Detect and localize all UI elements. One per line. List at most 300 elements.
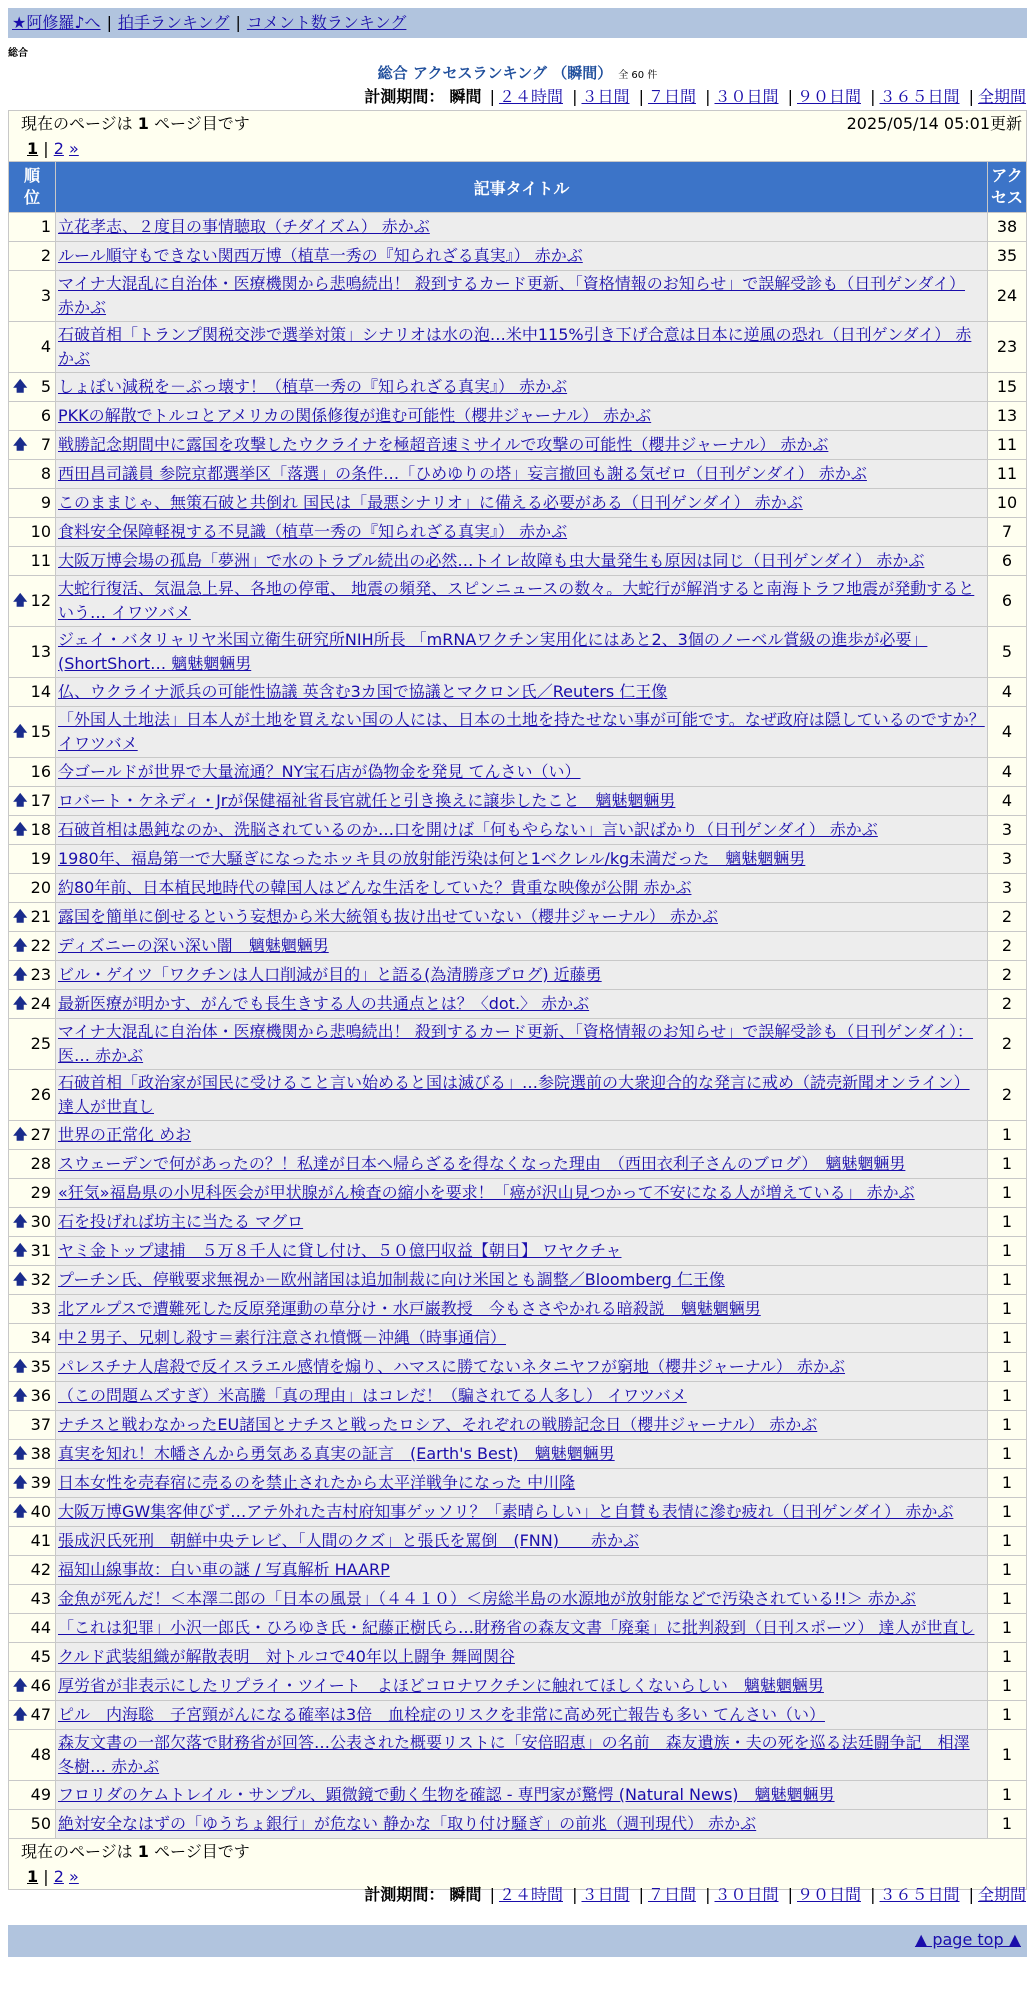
access-count: 1 (988, 1672, 1027, 1701)
article-link[interactable]: 張成沢氏死刑 朝鮮中央テレビ、「人間のクズ」と張氏を罵倒 (FNN) 赤かぶ (58, 1531, 639, 1550)
access-count: 2 (988, 1019, 1027, 1070)
rank-number: 13 (30, 642, 51, 661)
access-count: 1 (988, 1614, 1027, 1643)
rank-cell (9, 431, 56, 460)
rank-cell (9, 1614, 56, 1643)
rank-number: 45 (30, 1647, 51, 1666)
article-link[interactable]: スウェーデンで何があったの？！私達が日本へ帰らざるを得なくなった理由 （西田衣利子さんのブログ） 魑魅魍魎男 (58, 1154, 906, 1173)
rank-cell (9, 816, 56, 845)
rank-number: 34 (30, 1328, 51, 1347)
article-link[interactable]: 日本女性を売春宿に売るのを禁止されたから太平洋戦争になった 中川隆 (58, 1473, 576, 1492)
title-cell (56, 1498, 988, 1527)
rank-cell (9, 787, 56, 816)
article-link[interactable]: 「これは犯罪」小沢一郎氏・ひろゆき氏・紀藤正樹氏ら…財務省の森友文書「廃棄」に批判殺到（日刊スポーツ） 達人が世直し (58, 1618, 975, 1637)
title-cell (56, 1556, 988, 1585)
pager-next-link[interactable]: » (69, 1867, 79, 1886)
up-arrow-icon: 🡅 (13, 1388, 28, 1404)
rank-number: 15 (30, 722, 51, 741)
period-3d-link[interactable]: ３日間 (581, 1885, 630, 1904)
rank-cell (9, 576, 56, 627)
article-link[interactable]: （この問題ムズすぎ）米高騰「真の理由」はコレだ！（騙されてる人多し） イワツバメ (58, 1386, 687, 1405)
rank-number: 33 (30, 1299, 51, 1318)
access-count: 3 (988, 874, 1027, 903)
rank-number: 25 (30, 1034, 51, 1053)
period-sep: | (489, 87, 495, 106)
title-cell (56, 402, 988, 431)
rank-cell (9, 932, 56, 961)
period-all-link[interactable]: 全期間 (977, 1885, 1026, 1904)
table-row (9, 460, 1027, 489)
article-link[interactable]: 石を投げれば坊主に当たる マグロ (58, 1212, 304, 1231)
access-count: 4 (988, 787, 1027, 816)
period-24h-link[interactable]: ２４時間 (498, 1885, 563, 1904)
access-count: 1 (988, 1585, 1027, 1614)
rank-number: 28 (30, 1154, 51, 1173)
table-row (9, 489, 1027, 518)
title-cell (56, 1730, 988, 1781)
period-sep: | (870, 1885, 876, 1904)
rank-number: 30 (30, 1212, 51, 1231)
rank-cell (9, 322, 56, 373)
article-link[interactable]: 仏、ウクライナ派兵の可能性協議 英含む3カ国で協議とマクロン氏／Reuters 仁王像 (58, 682, 668, 701)
period-sep: | (489, 1885, 495, 1904)
table-row (9, 1324, 1027, 1353)
access-count: 7 (988, 518, 1027, 547)
table-row (9, 1440, 1027, 1469)
pager-page-2-link[interactable]: 2 (53, 1867, 64, 1886)
page-info-number: 1 (137, 1842, 149, 1861)
up-arrow-icon: 🡅 (13, 996, 28, 1012)
table-row (9, 1556, 1027, 1585)
rank-cell (9, 990, 56, 1019)
rank-number: 11 (30, 551, 51, 570)
table-row (9, 678, 1027, 707)
article-link[interactable]: フロリダのケムトレイル・サンプル、顕微鏡で動く生物を確認 - 専門家が驚愕 (Natural News) 魑魅魍魎男 (58, 1785, 835, 1804)
rank-number: 18 (30, 820, 51, 839)
period-sep: | (968, 87, 974, 106)
access-count: 1 (988, 1179, 1027, 1208)
rank-number: 32 (30, 1270, 51, 1289)
table-row (9, 1295, 1027, 1324)
rank-cell (9, 1527, 56, 1556)
table-header-row (9, 162, 1027, 213)
rank-number: 17 (30, 791, 51, 810)
article-link[interactable]: ピル 内海聡 子宮頸がんになる確率は3倍 血栓症のリスクを非常に高め死亡報告も多い てんさい（い） (58, 1705, 825, 1724)
access-count: 3 (988, 845, 1027, 874)
access-count: 1 (988, 1469, 1027, 1498)
rank-cell (9, 1121, 56, 1150)
table-row (9, 271, 1027, 322)
access-count: 1 (988, 1295, 1027, 1324)
access-count: 1 (988, 1556, 1027, 1585)
access-count: 35 (988, 242, 1027, 271)
rank-cell (9, 1469, 56, 1498)
access-count: 1 (988, 1411, 1027, 1440)
article-link[interactable]: 大阪万博会場の孤島「夢洲」で水のトラブル続出の必然…トイレ故障も虫大量発生も原因は同じ（日刊ゲンダイ） 赤かぶ (58, 551, 925, 570)
title-cell (56, 816, 988, 845)
rank-number: 12 (30, 591, 51, 610)
access-count: 2 (988, 932, 1027, 961)
rank-number: 36 (30, 1386, 51, 1405)
page-info-bottom (9, 1839, 1026, 1865)
up-arrow-icon: 🡅 (13, 379, 28, 395)
rank-cell (9, 678, 56, 707)
header-title: 記事タイトル (56, 162, 988, 213)
period-30d-link[interactable]: ３０日間 (714, 1885, 779, 1904)
rank-number: 4 (40, 337, 51, 356)
page-top-link[interactable]: ▲ page top ▲ (914, 1930, 1021, 1949)
article-link[interactable]: 金魚が死んだ！＜本澤二郎の「日本の風景」（４４１０）＜房総半島の水源地が放射能などで汚染されている!!＞ 赤かぶ (58, 1589, 916, 1608)
table-row (9, 1019, 1027, 1070)
article-link[interactable]: しょぼい減税を－ぶっ壊す！（植草一秀の『知られざる真実』） 赤かぶ (58, 377, 568, 396)
page-info-suffix: ページ目です (154, 1842, 250, 1861)
article-link[interactable]: ロバート・ケネディ・Jrが保健福祉省長官就任と引き換えに譲歩したこと 魑魅魍魎男 (58, 791, 676, 810)
title-cell (56, 1295, 988, 1324)
title-cell (56, 322, 988, 373)
article-link[interactable]: ヤミ金トップ逮捕 ５万８千人に貸し付け、５０億円収益【朝日】 ワヤクチャ (58, 1241, 622, 1260)
rank-number: 41 (30, 1531, 51, 1550)
title-cell (56, 242, 988, 271)
title-cell (56, 1781, 988, 1810)
table-row (9, 547, 1027, 576)
table-row (9, 1585, 1027, 1614)
access-count: 1 (988, 1781, 1027, 1810)
rank-cell (9, 518, 56, 547)
up-arrow-icon: 🡅 (13, 1272, 28, 1288)
rank-number: 39 (30, 1473, 51, 1492)
access-count: 38 (988, 213, 1027, 242)
table-row (9, 1810, 1027, 1839)
article-link[interactable]: 約80年前、日本植民地時代の韓国人はどんな生活をしていた？貴重な映像が公開 赤かぶ (58, 878, 692, 897)
table-row (9, 903, 1027, 932)
article-link[interactable]: 石破首相「トランプ関税交渉で選挙対策」シナリオは水の泡…米中115%引き下げ合意は日本に逆風の恐れ（日刊ゲンダイ） 赤かぶ (58, 325, 972, 368)
rank-number: 10 (30, 522, 51, 541)
access-count: 1 (988, 1208, 1027, 1237)
title-cell (56, 1614, 988, 1643)
article-link[interactable]: 石破首相は愚鈍なのか、洗脳されているのか…口を開けば「何もやらない」言い訳ばかり（日刊ゲンダイ） 赤かぶ (58, 820, 878, 839)
access-count: 3 (988, 816, 1027, 845)
table-row (9, 1150, 1027, 1179)
access-count: 2 (988, 903, 1027, 932)
title-cell (56, 1643, 988, 1672)
rank-cell (9, 1295, 56, 1324)
article-link[interactable]: 絶対安全なはずの「ゆうちょ銀行」が危ない 静かな「取り付け騒ぎ」の前兆（週刊現代） 赤かぶ (58, 1814, 757, 1833)
title-cell (56, 1382, 988, 1411)
article-link[interactable]: 中２男子、兄刺し殺す＝素行注意され憤慨－沖縄（時事通信） (58, 1328, 507, 1347)
table-row (9, 787, 1027, 816)
access-count: 6 (988, 547, 1027, 576)
table-row (9, 707, 1027, 758)
article-link[interactable]: 大蛇行復活、気温急上昇、各地の停電、 地震の頻発、スピンニュースの数々。大蛇行が解消すると南海トラフ地震が発動するという… イワツバメ (58, 579, 975, 622)
rank-number: 9 (40, 493, 51, 512)
home-link[interactable]: ★阿修羅♪へ (12, 13, 101, 32)
pager-sep: | (43, 139, 49, 158)
article-link[interactable]: 大阪万博GW集客伸びず…アテ外れた吉村府知事ゲッソリ？「素晴らしい」と自賛も表情に滲む疲れ（日刊ゲンダイ） 赤かぶ (58, 1502, 954, 1521)
period-sep: | (572, 87, 578, 106)
period-3d-link[interactable]: ３日間 (581, 87, 630, 106)
table-row (9, 322, 1027, 373)
access-count: 1 (988, 1121, 1027, 1150)
period-sep: | (638, 87, 644, 106)
title-cell (56, 1527, 988, 1556)
title-cell (56, 758, 988, 787)
table-row (9, 1208, 1027, 1237)
rank-cell (9, 547, 56, 576)
article-link[interactable]: マイナ大混乱に自治体・医療機関から悲鳴続出！ 殺到するカード更新、「資格情報のお知らせ」で誤解受診も（日刊ゲンダイ） 赤かぶ (58, 274, 966, 317)
rank-cell (9, 1382, 56, 1411)
rank-cell (9, 874, 56, 903)
page-title: 総合 アクセスランキング （瞬間） (377, 64, 613, 82)
period-24h-link[interactable]: ２４時間 (498, 87, 563, 106)
up-arrow-icon: 🡅 (13, 1678, 28, 1694)
access-count: 4 (988, 707, 1027, 758)
up-arrow-icon: 🡅 (13, 1127, 28, 1143)
article-link[interactable]: ルール順守もできない関西万博（植草一秀の『知られざる真実』） 赤かぶ (58, 246, 583, 265)
up-arrow-icon: 🡅 (13, 593, 28, 609)
article-link[interactable]: ビル・ゲイツ「ワクチンは人口削減が目的」と語る(為清勝彦ブログ) 近藤勇 (58, 965, 602, 984)
rank-number: 37 (30, 1415, 51, 1434)
period-sep: | (968, 1885, 974, 1904)
rank-number: 42 (30, 1560, 51, 1579)
title-cell (56, 271, 988, 322)
rank-number: 29 (30, 1183, 51, 1202)
rank-number: 22 (30, 936, 51, 955)
title-cell (56, 903, 988, 932)
rank-cell (9, 1440, 56, 1469)
article-link[interactable]: ディズニーの深い深い闇 魑魅魍魎男 (58, 936, 329, 955)
title-cell (56, 431, 988, 460)
rank-number: 23 (30, 965, 51, 984)
ranking-table (8, 161, 1027, 1839)
title-cell (56, 1019, 988, 1070)
access-count: 1 (988, 1237, 1027, 1266)
article-link[interactable]: プーチン氏、停戦要求無視か－欧州諸国は追加制裁に向け米国とも調整／Bloomberg 仁王像 (58, 1270, 725, 1289)
title-cell (56, 1070, 988, 1121)
table-row (9, 961, 1027, 990)
period-sep: | (870, 87, 876, 106)
ranking-table-body (9, 213, 1027, 1839)
page-info-prefix: 現在のページは (21, 114, 133, 133)
article-link[interactable]: 真実を知れ！木幡さんから勇気ある真実の証言 (Earth's Best) 魑魅魍魎男 (58, 1444, 615, 1463)
title-cell (56, 707, 988, 758)
header-access-label: アクセス (990, 166, 1023, 207)
rank-number: 16 (30, 762, 51, 781)
access-count: 1 (988, 1382, 1027, 1411)
pager-next-link[interactable]: » (69, 139, 79, 158)
pager-sep: | (43, 1867, 49, 1886)
rank-number: 5 (40, 377, 51, 396)
access-count: 1 (988, 1810, 1027, 1839)
table-row (9, 1266, 1027, 1295)
access-count: 1 (988, 1527, 1027, 1556)
rank-number: 50 (30, 1814, 51, 1833)
access-count: 1 (988, 1643, 1027, 1672)
title-cell (56, 961, 988, 990)
rank-number: 35 (30, 1357, 51, 1376)
article-link[interactable]: 厚労省が非表示にしたリプライ・ツイート よほどコロナワクチンに触れてほしくないらしい 魑魅魍魎男 (58, 1676, 824, 1695)
up-arrow-icon: 🡅 (13, 909, 28, 925)
rank-number: 6 (40, 406, 51, 425)
rank-number: 47 (30, 1705, 51, 1724)
article-link[interactable]: 西田昌司議員 参院京都選挙区「落選」の条件…「ひめゆりの塔」妄言撤回も謝る気ゼロ（日刊ゲンダイ） 赤かぶ (58, 464, 867, 483)
article-link[interactable]: 北アルプスで遭難死した反原発運動の草分け・水戸巌教授 今もささやかれる暗殺説 魑魅魍魎男 (58, 1299, 761, 1318)
pager-current-page: 1 (27, 1867, 39, 1886)
article-link[interactable]: このままじゃ、無策石破と共倒れ 国民は「最悪シナリオ」に備える必要がある（日刊ゲンダイ） 赤かぶ (58, 493, 803, 512)
up-arrow-icon: 🡅 (13, 1475, 28, 1491)
article-link[interactable]: «狂気»福島県の小児科医会が甲状腺がん検査の縮小を要求！「癌が沢山見つかって不安になる人が増えている」 赤かぶ (58, 1183, 915, 1202)
access-count: 24 (988, 271, 1027, 322)
access-count: 2 (988, 990, 1027, 1019)
title-cell (56, 460, 988, 489)
period-7d-link[interactable]: ７日間 (647, 87, 696, 106)
table-row (9, 431, 1027, 460)
article-link[interactable]: 立花孝志、２度目の事情聴取（チダイズム） 赤かぶ (58, 217, 430, 236)
access-count: 15 (988, 373, 1027, 402)
article-link[interactable]: 1980年、福島第一で大騒ぎになったホッキ貝の放射能汚染は何と1ベクレル/kg未満だった 魑魅魍魎男 (58, 849, 806, 868)
article-link[interactable]: ナチスと戦わなかったEU諸国とナチスと戦ったロシア、それぞれの戦勝記念日（櫻井ジャーナル） 赤かぶ (58, 1415, 818, 1434)
table-row (9, 1469, 1027, 1498)
rank-number: 27 (30, 1125, 51, 1144)
rank-cell (9, 1070, 56, 1121)
article-link[interactable]: マイナ大混乱に自治体・医療機関から悲鳴続出！ 殺到するカード更新、「資格情報のお知らせ」で誤解受診も（日刊ゲンダイ）：医… 赤かぶ (58, 1022, 974, 1065)
period-sep: | (638, 1885, 644, 1904)
article-link[interactable]: 露国を簡単に倒せるという妄想から米大統領も抜け出せていない（櫻井ジャーナル） 赤かぶ (58, 907, 718, 926)
pager-current-page: 1 (27, 139, 39, 158)
article-link[interactable]: パレスチナ人虐殺で反イスラエル感情を煽り、ハマスに勝てないネタニヤフが窮地（櫻井ジャーナル） 赤かぶ (58, 1357, 846, 1376)
period-current: 瞬間 (449, 87, 482, 106)
title-cell (56, 1672, 988, 1701)
period-365d-link[interactable]: ３６５日間 (879, 87, 960, 106)
article-link[interactable]: 福知山線事故：白い車の謎 / 写真解析 HAARP (58, 1560, 390, 1579)
title-cell (56, 1585, 988, 1614)
period-7d-link[interactable]: ７日間 (647, 1885, 696, 1904)
title-cell (56, 1266, 988, 1295)
article-link[interactable]: 最新医療が明かす、がんでも長生きする人の共通点とは？〈dot.〉 赤かぶ (58, 994, 590, 1013)
table-row (9, 1411, 1027, 1440)
rank-cell (9, 1672, 56, 1701)
rank-number: 7 (40, 435, 51, 454)
title-cell (56, 1150, 988, 1179)
period-90d-link[interactable]: ９０日間 (796, 1885, 861, 1904)
rank-cell (9, 1019, 56, 1070)
access-count: 1 (988, 1353, 1027, 1382)
article-link[interactable]: 今ゴールドが世界で大量流通？NY宝石店が偽物金を発見 てんさい（い） (58, 762, 581, 781)
period-sep: | (787, 87, 793, 106)
access-count: 23 (988, 322, 1027, 373)
access-count: 10 (988, 489, 1027, 518)
access-count: 1 (988, 1266, 1027, 1295)
rank-cell (9, 1150, 56, 1179)
access-count: 1 (988, 1701, 1027, 1730)
rank-cell (9, 1353, 56, 1382)
access-count: 1 (988, 1440, 1027, 1469)
period-label: 計測期間： (364, 1885, 445, 1904)
rank-cell (9, 1498, 56, 1527)
pager-top (9, 137, 1026, 161)
table-row (9, 373, 1027, 402)
rank-number: 43 (30, 1589, 51, 1608)
rank-number: 44 (30, 1618, 51, 1637)
comment-ranking-link[interactable]: コメント数ランキング (246, 13, 407, 32)
rank-cell (9, 1810, 56, 1839)
rank-cell (9, 903, 56, 932)
rank-cell (9, 271, 56, 322)
article-link[interactable]: 森友文書の一部欠落で財務省が回答…公表された概要リストに「安倍昭恵」の名前 森友遺族・夫の死を巡る法廷闘争記 相澤冬樹… 赤かぶ (58, 1733, 970, 1776)
article-link[interactable]: 石破首相「政治家が国民に受けること言い始めると国は滅びる」…参院選前の大衆迎合的な発言に戒め（読売新聞オンライン） 達人が世直し (58, 1073, 970, 1116)
title-cell (56, 1179, 988, 1208)
rank-cell (9, 845, 56, 874)
period-label: 計測期間： (364, 87, 445, 106)
title-cell (56, 627, 988, 678)
rank-number: 8 (40, 464, 51, 483)
rank-number: 20 (30, 878, 51, 897)
up-arrow-icon: 🡅 (13, 793, 28, 809)
rank-cell (9, 1324, 56, 1353)
period-all-link[interactable]: 全期間 (977, 87, 1026, 106)
article-link[interactable]: PKKの解散でトルコとアメリカの関係修復が進む可能性（櫻井ジャーナル） 赤かぶ (58, 406, 652, 425)
article-link[interactable]: 「外国人土地法」日本人が土地を買えない国の人には、日本の土地を持たせない事が可能です。なぜ政府は隠しているのですか？ イワツバメ (58, 710, 985, 753)
period-90d-link[interactable]: ９０日間 (796, 87, 861, 106)
rank-cell (9, 627, 56, 678)
title-cell (56, 576, 988, 627)
table-row (9, 990, 1027, 1019)
rank-cell (9, 758, 56, 787)
table-row (9, 1353, 1027, 1382)
table-row (9, 1070, 1027, 1121)
pager-page-2-link[interactable]: 2 (53, 139, 64, 158)
table-row (9, 1237, 1027, 1266)
rank-cell (9, 489, 56, 518)
table-row (9, 1643, 1027, 1672)
period-365d-link[interactable]: ３６５日間 (879, 1885, 960, 1904)
rank-number: 46 (30, 1676, 51, 1695)
page-info-prefix: 現在のページは (21, 1842, 133, 1861)
applause-ranking-link[interactable]: 拍手ランキング (117, 13, 230, 32)
article-link[interactable]: クルド武装組織が解散表明 対トルコで40年以上闘争 舞岡関谷 (58, 1647, 515, 1666)
title-cell (56, 1701, 988, 1730)
title-cell (56, 1353, 988, 1382)
table-row (9, 1179, 1027, 1208)
table-row (9, 576, 1027, 627)
title-cell (56, 1411, 988, 1440)
rank-cell (9, 1556, 56, 1585)
access-count: 13 (988, 402, 1027, 431)
header-access (988, 162, 1027, 213)
rank-cell (9, 1730, 56, 1781)
rank-cell (9, 373, 56, 402)
period-current: 瞬間 (449, 1885, 482, 1904)
rank-cell (9, 213, 56, 242)
rank-number: 38 (30, 1444, 51, 1463)
access-count: 1 (988, 1498, 1027, 1527)
header-rank (9, 162, 56, 213)
rank-cell (9, 1701, 56, 1730)
article-link[interactable]: ジェイ・バタリャリヤ米国立衛生研究所NIH所長 「mRNAワクチン実用化にはあと2、3個のノーベル賞級の進歩が必要」(ShortShort… 魑魅魍魎男 (58, 630, 928, 673)
rank-cell (9, 242, 56, 271)
title-cell (56, 373, 988, 402)
period-selector-bottom (364, 1884, 1027, 1906)
article-link[interactable]: 戦勝記念期間中に露国を攻撃したウクライナを極超音速ミサイルで攻撃の可能性（櫻井ジャーナル） 赤かぶ (58, 435, 829, 454)
rank-number: 31 (30, 1241, 51, 1260)
period-sep: | (572, 1885, 578, 1904)
rank-cell (9, 961, 56, 990)
rank-number: 48 (30, 1745, 51, 1764)
rank-number: 24 (30, 994, 51, 1013)
article-link[interactable]: 食料安全保障軽視する不見識（植草一秀の『知られざる真実』） 赤かぶ (58, 522, 568, 541)
access-count: 11 (988, 460, 1027, 489)
article-link[interactable]: 世界の正常化 めお (58, 1125, 192, 1144)
period-30d-link[interactable]: ３０日間 (714, 87, 779, 106)
